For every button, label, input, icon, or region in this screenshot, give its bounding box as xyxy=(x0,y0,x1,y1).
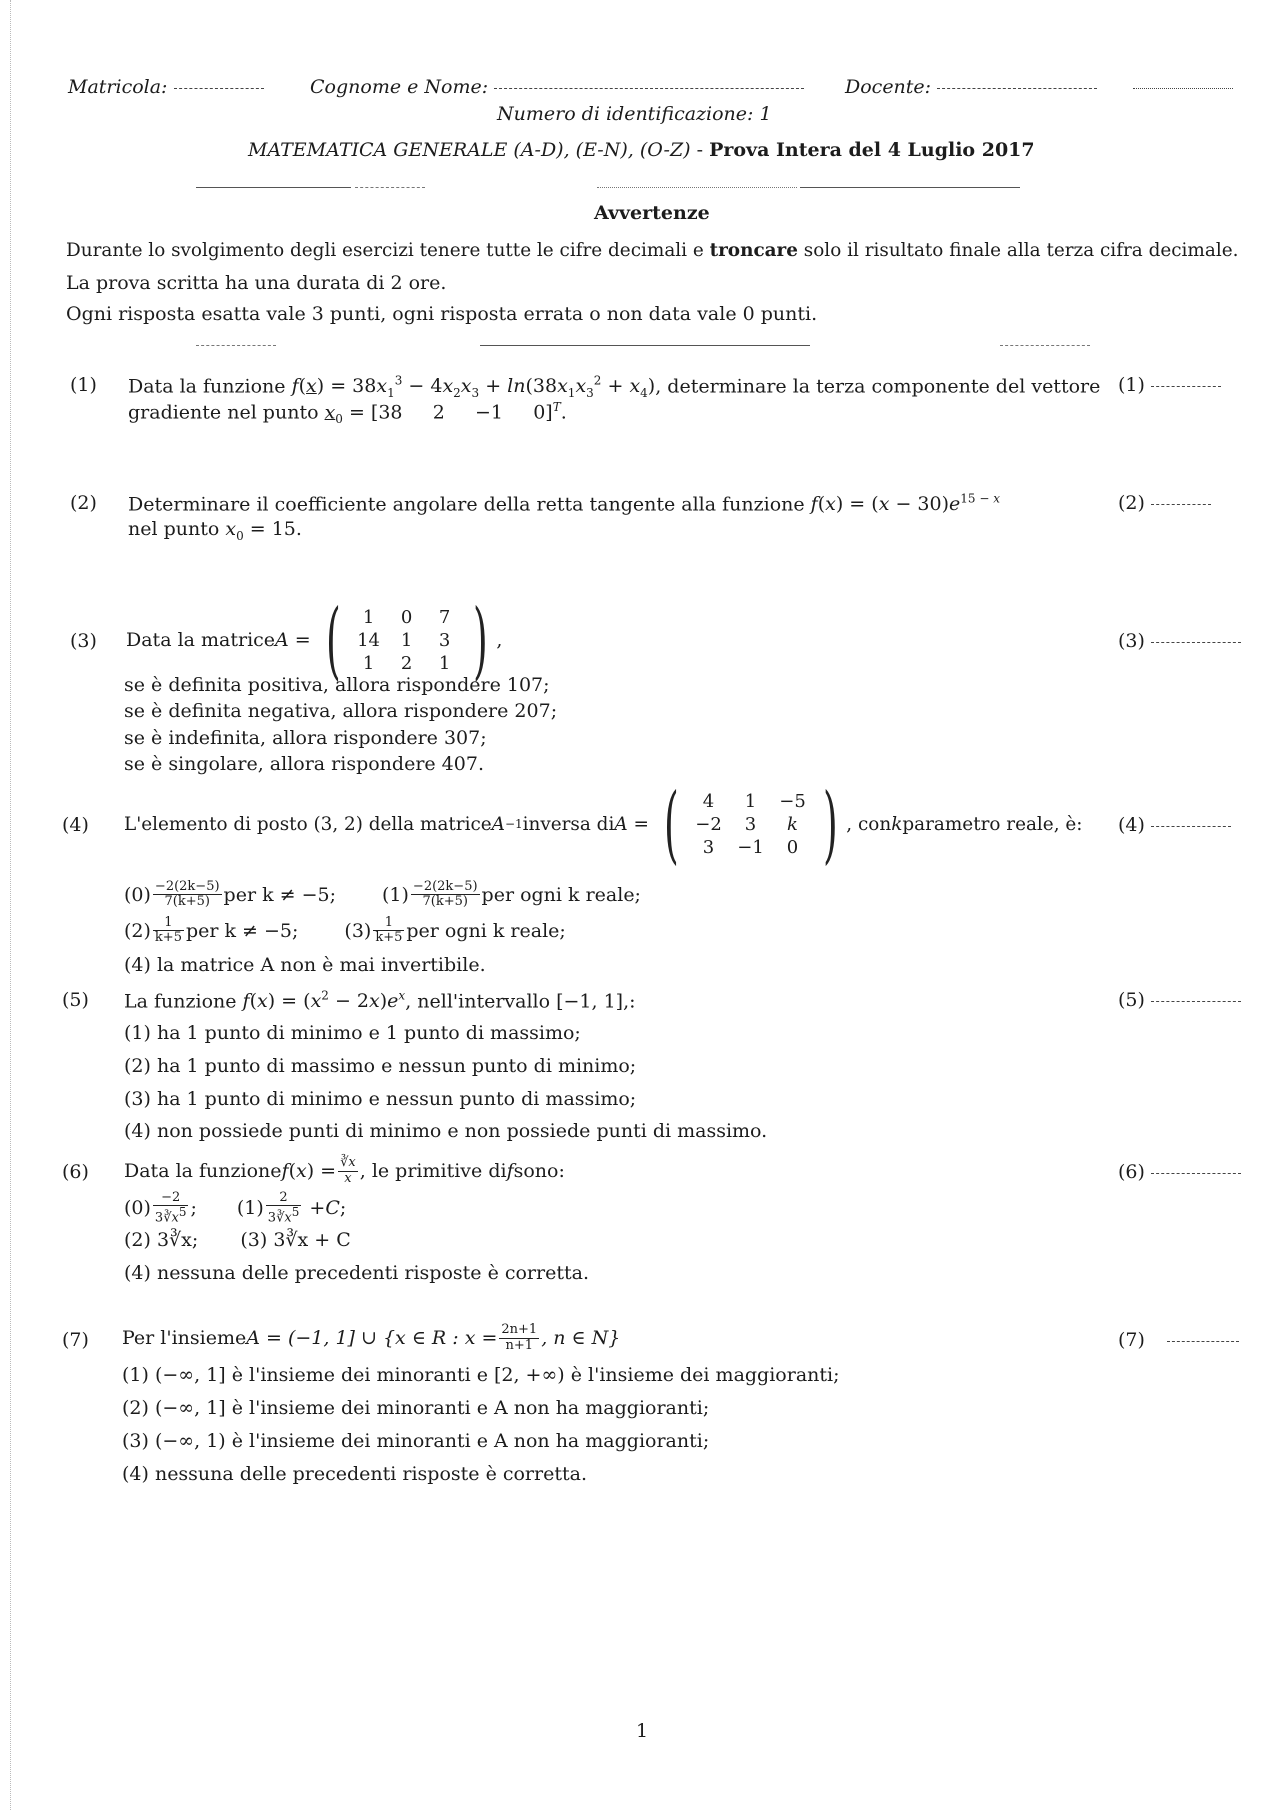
q4-options-row1 xyxy=(124,880,641,910)
q4-text-c: , con xyxy=(846,813,892,835)
q6-options-row1: (0) $\frac{-2}{3∛x^5}$ ; (1) $\frac{2}{3∛x^5}$ + C ; xyxy=(124,1189,347,1226)
q4-left-paren: ( xyxy=(663,775,679,873)
q5-number: (5) xyxy=(62,989,89,1011)
q4-opt0-cond: per k ≠ −5; xyxy=(223,883,336,906)
warning-1a: Durante lo svolgimento degli esercizi tenere tutte le cifre decimali e xyxy=(66,240,710,261)
cognome-label: Cognome e Nome: xyxy=(310,76,489,98)
header-divider-1 xyxy=(196,187,351,188)
q4-opt1-den: 7(k+5) xyxy=(422,894,468,910)
q1-text-b: , determinare la terza componente del vettore xyxy=(655,375,1101,398)
q4-opt2-num: 1 xyxy=(153,916,184,931)
q4-m32: −1 xyxy=(737,836,764,858)
q6-function-frac: $\frac{∛x}{x}$ xyxy=(340,1155,356,1186)
q3-option-1: se è definita positiva, allora rispondere 107; xyxy=(124,674,550,696)
q3-matrix xyxy=(317,591,497,689)
q4-m22: 3 xyxy=(744,813,757,835)
q7-answer-blank[interactable] xyxy=(1167,1340,1239,1342)
q1-answer-label: (1) xyxy=(1118,374,1145,396)
q1-number: (1) xyxy=(70,374,97,396)
q2-number: (2) xyxy=(70,492,97,514)
q7-option-1: (1) (−∞, 1] è l'insieme dei minoranti e [2, +∞) è l'insieme dei maggioranti; xyxy=(122,1364,840,1386)
q6-number: (6) xyxy=(62,1161,89,1183)
q4-opt2-label: (2) xyxy=(124,919,151,942)
q4-answer xyxy=(1118,814,1231,836)
q4-m12: 1 xyxy=(744,790,757,812)
q1-text-line2: gradiente nel punto $x_0 = [38$ 2 −1 0]$^T$. xyxy=(128,400,567,427)
q2-answer xyxy=(1118,492,1211,514)
q4-m13: −5 xyxy=(779,790,806,812)
id-number: Numero di identificazione: 1 xyxy=(497,103,772,125)
q3-option-4: se è singolare, allora rispondere 407. xyxy=(124,753,484,775)
q2-function: $f(x) = (x - 30)e^{15 - x}$ xyxy=(810,492,1000,516)
q3-answer-label: (3) xyxy=(1118,630,1145,652)
q7-statement xyxy=(122,1320,620,1356)
q4-opt1-label: (1) xyxy=(382,883,409,906)
q6-opt1-frac: $\frac{2}{3∛x^5}$ xyxy=(267,1189,300,1226)
q7-text-a: Per l'insieme xyxy=(122,1327,247,1349)
matricola-field xyxy=(68,76,264,98)
q5-option-2: (2) ha 1 punto di massimo e nessun punto di minimo; xyxy=(124,1055,637,1077)
warning-line-3: Ogni risposta esatta vale 3 punti, ogni risposta errata o non data vale 0 punti. xyxy=(66,303,818,325)
q4-opt2-cond: per k ≠ −5; xyxy=(185,919,299,942)
q4-m33: 0 xyxy=(786,836,799,858)
exam-sep: - xyxy=(690,139,710,161)
q4-text-a: L'elemento di posto (3, 2) della matrice xyxy=(124,813,492,835)
q2-text-line1 xyxy=(128,492,1000,515)
q5-option-3: (3) ha 1 punto di minimo e nessun punto di massimo; xyxy=(124,1088,637,1110)
q5-statement xyxy=(124,989,636,1012)
q5-answer xyxy=(1118,989,1241,1011)
q6-options-row2 xyxy=(124,1229,351,1251)
q1-text-a: Data la funzione xyxy=(128,375,292,398)
q5-answer-blank[interactable] xyxy=(1151,1000,1241,1002)
q3-m31: 1 xyxy=(362,652,375,674)
docente-field xyxy=(845,76,1233,98)
q4-opt3-den: k+5 xyxy=(375,930,403,946)
q3-option-2: se è definita negativa, allora rispondere 207; xyxy=(124,700,558,722)
q7-answer xyxy=(1118,1329,1239,1351)
matricola-label: Matricola: xyxy=(68,76,168,98)
header-divider-2 xyxy=(355,187,425,188)
q6-opt3: (3) 3∛x + C xyxy=(240,1229,351,1251)
q4-opt1-frac xyxy=(411,880,480,910)
q3-right-paren: ) xyxy=(472,591,488,689)
q2-text-line2: nel punto $x_0 = 15$. xyxy=(128,518,302,543)
q2-answer-blank[interactable] xyxy=(1151,503,1211,505)
q4-text-b: inversa di xyxy=(522,813,615,835)
q4-right-paren: ) xyxy=(822,775,838,873)
warnings-divider-2 xyxy=(480,345,810,346)
q3-answer xyxy=(1118,630,1241,652)
q5-text-a: La funzione xyxy=(124,990,243,1013)
q4-answer-label: (4) xyxy=(1118,814,1145,836)
q6-answer-blank[interactable] xyxy=(1151,1172,1241,1174)
q3-number: (3) xyxy=(70,630,97,652)
q3-m32: 2 xyxy=(400,652,413,674)
q3-m22: 1 xyxy=(400,629,413,651)
docente-label: Docente: xyxy=(845,76,932,98)
q4-opt0-den: 7(k+5) xyxy=(164,894,210,910)
page-number: 1 xyxy=(636,1720,649,1742)
q5-option-4: (4) non possiede punti di minimo e non possiede punti di massimo. xyxy=(124,1120,768,1142)
q4-opt2-den: k+5 xyxy=(154,930,182,946)
warning-line-1 xyxy=(66,240,1238,261)
q5-text-b: , nell'intervallo [−1, 1],: xyxy=(405,990,636,1013)
cognome-field xyxy=(310,76,804,98)
docente-extra-blank xyxy=(1133,87,1233,89)
q1-function: $f(x) = 38x_1^3 - 4x_2x_3 + \ln(38x_1x_3^2 + x_4)$ xyxy=(291,374,656,401)
q7-frac xyxy=(499,1323,539,1353)
q3-option-3: se è indefinita, allora rispondere 307; xyxy=(124,727,487,749)
q4-m11: 4 xyxy=(702,790,715,812)
q6-opt0-label: (0) xyxy=(124,1197,151,1219)
q4-opt1-cond: per ogni k reale; xyxy=(481,883,641,906)
matricola-blank[interactable] xyxy=(174,87,264,89)
exam-name: Prova Intera del 4 Luglio 2017 xyxy=(709,139,1035,161)
q4-opt0-frac xyxy=(153,880,222,910)
warning-1b: solo il risultato finale alla terza cifra decimale. xyxy=(797,240,1239,261)
q3-m33: 1 xyxy=(438,652,451,674)
q2-answer-label: (2) xyxy=(1118,492,1145,514)
q6-answer-label: (6) xyxy=(1118,1161,1145,1183)
q4-answer-blank[interactable] xyxy=(1151,825,1231,827)
q4-opt1-num: −2(2k−5) xyxy=(412,879,478,894)
q4-opt0-label: (0) xyxy=(124,883,151,906)
q7-set-end: , n ∈ N} xyxy=(541,1327,621,1349)
q6-opt2: (2) 3∛x; xyxy=(124,1229,199,1251)
q4-text-d: parametro reale, è: xyxy=(902,813,1083,835)
q3-m21: 14 xyxy=(357,629,380,651)
warnings-divider-1 xyxy=(196,345,276,346)
q4-matrix xyxy=(655,775,847,873)
q7-frac-den: n+1 xyxy=(505,1337,534,1353)
q1-answer xyxy=(1118,374,1221,396)
q3-m13: 7 xyxy=(438,606,451,628)
q1-point: [38 2 −1 0] xyxy=(370,401,553,424)
q4-option-4: (4) la matrice A non è mai invertibile. xyxy=(124,954,486,976)
q4-opt0-num: −2(2k−5) xyxy=(154,879,220,894)
q7-frac-num: 2n+1 xyxy=(501,1322,538,1338)
q3-answer-blank[interactable] xyxy=(1151,641,1241,643)
q6-text-c: sono: xyxy=(513,1160,565,1182)
q3-m12: 0 xyxy=(400,606,413,628)
q7-option-2: (2) (−∞, 1] è l'insieme dei minoranti e A non ha maggioranti; xyxy=(122,1397,710,1419)
q4-opt3-label: (3) xyxy=(344,919,372,942)
q4-number: (4) xyxy=(62,814,89,836)
q1-line2-a: gradiente nel punto xyxy=(128,401,325,424)
q4-opt2-frac xyxy=(153,916,184,946)
q3-m11: 1 xyxy=(362,606,375,628)
q4-m31: 3 xyxy=(702,836,715,858)
warnings-divider-3 xyxy=(1000,345,1090,346)
q4-opt3-cond: per ogni k reale; xyxy=(406,919,566,942)
q4-m21: −2 xyxy=(695,813,722,835)
scan-margin-marks xyxy=(0,0,11,1810)
q6-text-b: , le primitive di xyxy=(359,1160,507,1182)
q1-text-line1 xyxy=(128,374,1100,400)
q3-m23: 3 xyxy=(438,629,451,651)
q5-answer-label: (5) xyxy=(1118,989,1145,1011)
q7-set: A = (−1, 1] ∪ {x ∈ R : x = xyxy=(246,1327,498,1349)
q6-opt1-label: (1) xyxy=(236,1197,264,1219)
q4-statement: L'elemento di posto (3, 2) della matrice A −1 inversa di A = ( 4 1 −5 −2 3 k 3 −1 0 ) , con k parametro reale, è: xyxy=(124,775,1083,873)
q7-answer-label: (7) xyxy=(1118,1329,1145,1351)
docente-blank[interactable] xyxy=(937,87,1097,89)
q2-text-a: Determinare il coefficiente angolare della retta tangente alla funzione xyxy=(128,493,811,516)
q4-m23: k xyxy=(787,813,798,835)
q4-opt3-num: 1 xyxy=(373,916,404,931)
course-name: MATEMATICA GENERALE (A-D), (E-N), (O-Z) xyxy=(248,139,691,161)
warning-1-bold: troncare xyxy=(709,240,798,261)
q6-option-4: (4) nessuna delle precedenti risposte è corretta. xyxy=(124,1262,589,1284)
q7-number: (7) xyxy=(62,1329,89,1351)
q6-opt0-frac: $\frac{-2}{3∛x^5}$ xyxy=(154,1189,187,1226)
q6-answer xyxy=(1118,1161,1241,1183)
cognome-blank[interactable] xyxy=(494,87,804,89)
q7-option-4: (4) nessuna delle precedenti risposte è corretta. xyxy=(122,1463,587,1485)
q5-option-1: (1) ha 1 punto di minimo e 1 punto di massimo; xyxy=(124,1022,581,1044)
q4-options-row2 xyxy=(124,916,566,946)
header-divider-4 xyxy=(800,187,1020,188)
warnings-title: Avvertenze xyxy=(594,202,710,224)
q3-left-paren: ( xyxy=(325,591,341,689)
q5-function: $f(x) = (x^2 - 2x)e^x$ xyxy=(242,989,406,1013)
q4-opt3-frac xyxy=(373,916,404,946)
exam-title xyxy=(248,139,1035,161)
q7-option-3: (3) (−∞, 1) è l'insieme dei minoranti e A non ha maggioranti; xyxy=(122,1430,710,1452)
q6-text-a: Data la funzione xyxy=(124,1160,282,1182)
q6-statement: Data la funzione f ( x ) = $\frac{∛x}{x}$ , le primitive di f sono: xyxy=(124,1155,565,1186)
header-divider-3 xyxy=(597,187,797,188)
q1-answer-blank[interactable] xyxy=(1151,385,1221,387)
q3-text-a: Data la matrice xyxy=(126,629,276,651)
warning-line-2: La prova scritta ha una durata di 2 ore. xyxy=(66,272,447,294)
q2-line2: nel punto xyxy=(128,518,226,540)
q3-statement: Data la matrice A = ( 1 0 7 14 1 3 1 2 1 ) , xyxy=(126,591,503,689)
